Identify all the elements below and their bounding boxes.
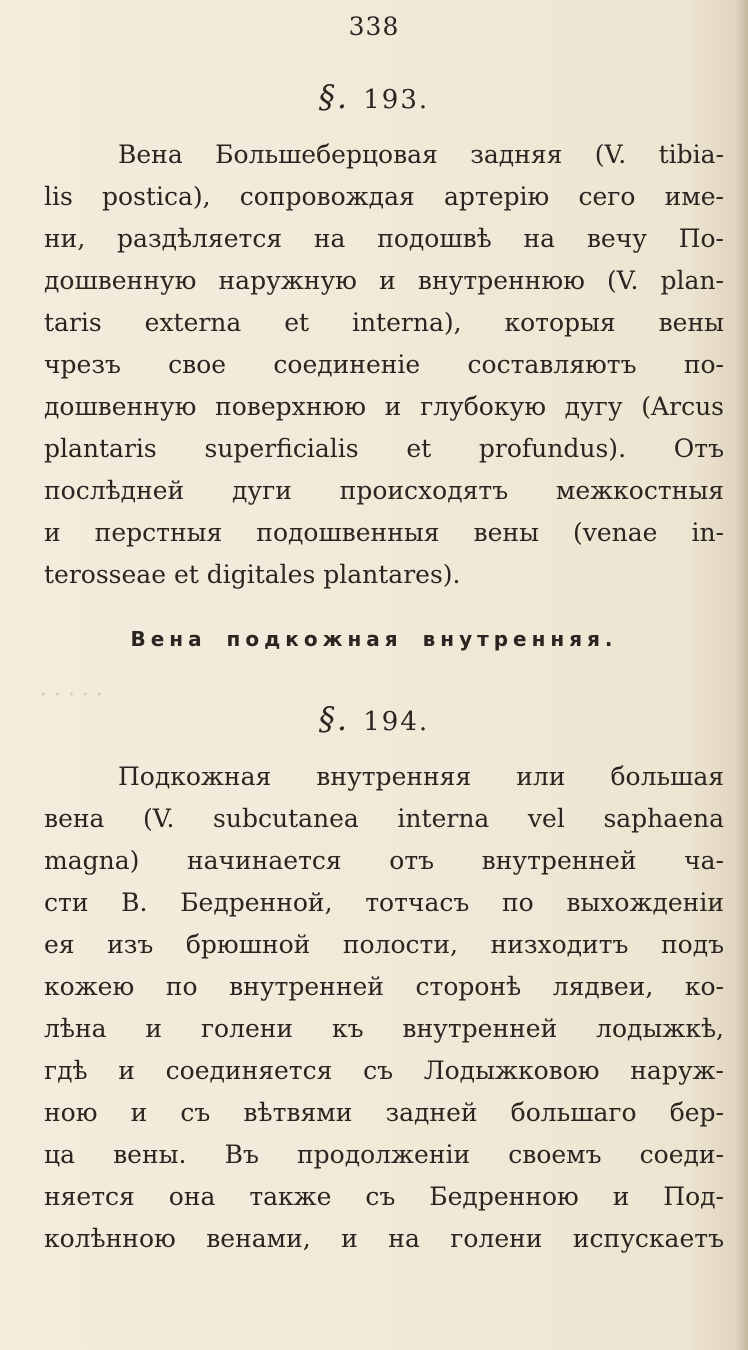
text-line: послѣдней дуги происходятъ межкостныя — [44, 476, 724, 505]
text-line: лѣна и голени къ внутренней лодыжкѣ, — [44, 1014, 724, 1043]
text-line: вена (V. subcutanea interna vel saphaena — [44, 804, 724, 833]
chapter-heading: Вена подкожная внутренняя. — [130, 627, 618, 651]
bleed-through-text: · · · · · — [40, 683, 103, 708]
page-number: 338 — [348, 12, 400, 41]
text-line: taris externa et interna), которыя вены — [44, 308, 724, 337]
text-line: и перстныя подошвенныя вены (venae in- — [44, 518, 724, 547]
text-line: сти В. Бедренной, тотчасъ по выхожденіи — [44, 888, 724, 917]
text-line: дошвенную поверхнюю и глубокую дугу (Arcus — [44, 392, 724, 421]
text-line: дошвенную наружную и внутреннюю (V. plan- — [44, 266, 724, 295]
section-number: 193. — [363, 85, 430, 115]
page-gutter-shadow — [736, 0, 748, 1350]
text-line: Вена Большеберцовая задняя (V. tibia- — [118, 140, 724, 169]
section-194-heading — [0, 700, 748, 738]
section-193-heading — [0, 78, 748, 116]
text-line: ни, раздѣляется на подошвѣ на вечу По- — [44, 224, 724, 253]
text-line: magna) начинается отъ внутренней ча- — [44, 846, 724, 875]
section-mark: §. — [318, 700, 349, 738]
text-line: няется она также съ Бедренною и Под- — [44, 1182, 724, 1211]
text-line: чрезъ свое соединеніе составляютъ по- — [44, 350, 724, 379]
section-number: 194. — [363, 707, 430, 737]
text-line: Подкожная внутренняя или большая — [118, 762, 724, 791]
text-line: lis postica), сопровождая артерію сего име- — [44, 182, 724, 211]
text-line: гдѣ и соединяется съ Лодыжковою наруж- — [44, 1056, 724, 1085]
text-line: кожею по внутренней сторонѣ лядвеи, ко- — [44, 972, 724, 1001]
text-line: ною и съ вѣтвями задней большаго бер- — [44, 1098, 724, 1127]
section-mark: §. — [318, 78, 349, 116]
text-line: ея изъ брюшной полости, низходитъ подъ — [44, 930, 724, 959]
text-line: колѣнною венами, и на голени испускаетъ — [44, 1224, 724, 1253]
text-line: ца вены. Въ продолженіи своемъ соеди- — [44, 1140, 724, 1169]
text-line: plantaris superficialis et profundus). Отъ — [44, 434, 724, 463]
text-line: terosseae et digitales plantares). — [44, 560, 461, 589]
